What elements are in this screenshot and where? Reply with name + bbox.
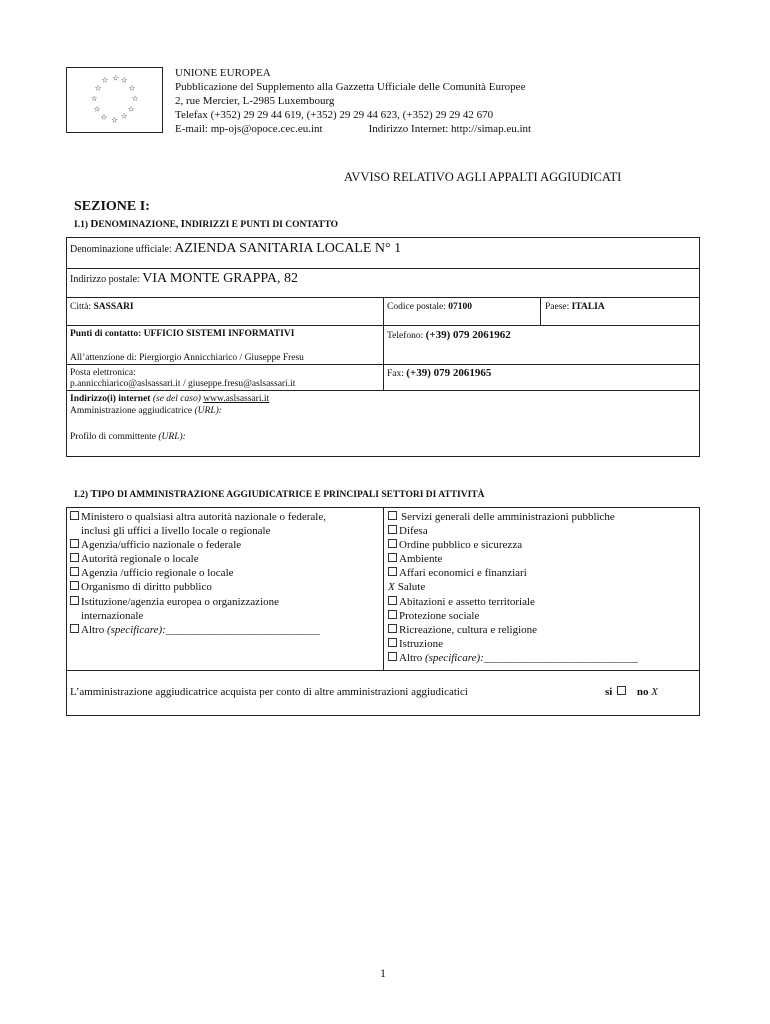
option-label: Difesa <box>399 525 428 538</box>
option-label: Autorità regionale o locale <box>81 553 199 566</box>
row-divider <box>66 670 700 671</box>
no-checked-mark[interactable]: X <box>651 686 658 698</box>
i1-cap-d: D <box>90 218 99 230</box>
telefono-cell <box>387 329 511 342</box>
option-agenzia-regionale[interactable] <box>70 566 326 580</box>
i1-word-1: ENOMINAZIONE <box>98 220 176 230</box>
cap-cell <box>387 301 472 313</box>
subsection-i1-title <box>74 218 338 230</box>
citta-value: SASSARI <box>93 302 134 312</box>
option-organismo[interactable] <box>70 580 326 594</box>
option-protezione-sociale[interactable] <box>388 609 638 623</box>
svg-text:☆: ☆ <box>128 83 136 93</box>
checkbox-icon[interactable] <box>388 624 397 633</box>
svg-text:☆: ☆ <box>120 111 128 121</box>
specificare-field[interactable]: ____________________________ <box>483 651 638 664</box>
checkbox-icon[interactable] <box>70 624 79 633</box>
svg-text:☆: ☆ <box>112 73 120 83</box>
option-salute[interactable] <box>388 580 638 594</box>
option-label: Organismo di diritto pubblico <box>81 581 212 594</box>
svg-text:☆: ☆ <box>100 112 108 122</box>
profilo-url-row <box>70 431 186 443</box>
paese-cell <box>545 301 605 313</box>
header-email: E-mail: mp-ojs@opoce.cec.eu.int <box>175 123 323 135</box>
acquista-per-conto-text: L’amministrazione aggiudicatrice acquista per conto di altre amministrazioni aggiudicatici <box>70 686 468 698</box>
checkbox-icon[interactable] <box>70 511 79 520</box>
option-label: Affari economici e finanziari <box>399 567 527 580</box>
option-label: Istruzione <box>399 637 443 650</box>
svg-text:☆: ☆ <box>120 75 128 85</box>
specificare-field[interactable]: ____________________________ <box>165 623 320 636</box>
specificare-label: (specificare): <box>424 651 484 664</box>
checkbox-icon[interactable] <box>70 553 79 562</box>
svg-text:☆: ☆ <box>93 104 101 114</box>
indirizzo-label: Indirizzo postale: <box>70 274 143 285</box>
i2-cap-t: T <box>90 488 98 500</box>
option-ordine-pubblico[interactable] <box>388 538 638 552</box>
option-agenzia-nazionale[interactable] <box>70 538 326 552</box>
telefono-label: Telefono: <box>387 331 426 341</box>
profilo-label: Profilo di committente <box>70 432 159 442</box>
fax-cell <box>387 367 491 380</box>
option-label: Protezione sociale <box>399 609 480 622</box>
cap-value: 07100 <box>448 302 472 312</box>
svg-text:☆: ☆ <box>111 115 119 125</box>
checked-mark[interactable]: X <box>388 581 395 594</box>
internet-row <box>70 393 269 405</box>
option-abitazioni[interactable] <box>388 595 638 609</box>
option-label: Abitazioni e assetto territoriale <box>399 595 535 608</box>
internet-label: Indirizzo(i) internet <box>70 394 151 404</box>
settori-attivita-list <box>388 510 638 665</box>
i1-number: I.1) <box>74 220 91 230</box>
checkbox-icon[interactable] <box>70 567 79 576</box>
i2-words: IPO DI AMMINISTRAZIONE AGGIUDICATRICE E PRINCIPALI SETTORI DI ATTIVITÀ <box>97 490 485 500</box>
option-label: Ordine pubblico e sicurezza <box>399 539 523 552</box>
row-divider <box>66 390 700 391</box>
eu-stars-icon <box>67 68 162 132</box>
i2-number: I.2) <box>74 490 91 500</box>
profilo-url: (URL): <box>158 432 186 442</box>
no-label: no <box>636 686 649 698</box>
internet-note: (se del caso) <box>150 394 204 404</box>
svg-text:☆: ☆ <box>127 104 135 114</box>
option-ricreazione[interactable] <box>388 623 638 637</box>
citta-cell <box>70 301 134 313</box>
internet-link[interactable]: www.aslsassari.it <box>203 394 270 404</box>
option-label: Agenzia/ufficio nazionale o federale <box>81 539 242 552</box>
option-ministero-cont <box>70 524 326 538</box>
acquista-choice <box>605 686 658 698</box>
denominazione-row <box>70 243 401 256</box>
checkbox-icon[interactable] <box>388 553 397 562</box>
option-label: Ministero o qualsiasi altra autorità nazionale o federale, <box>81 511 326 523</box>
denominazione-label: Denominazione ufficiale: <box>70 244 175 255</box>
i1-word-2: NDIRIZZI E PUNTI DI CONTATTO <box>184 220 339 230</box>
option-label: internazionale <box>81 609 144 622</box>
option-label: Altro <box>399 651 425 664</box>
telefono-value: (+39) 079 2061962 <box>425 329 511 341</box>
amministrazione-type-list <box>70 510 326 637</box>
row-divider <box>66 268 700 269</box>
attenzione: All’attenzione di: Piergiorgio Annicchiarico / Giuseppe Fresu <box>70 353 304 363</box>
checkbox-icon[interactable] <box>388 610 397 619</box>
checkbox-icon[interactable] <box>388 525 397 534</box>
section-title: SEZIONE I: <box>74 199 150 214</box>
amm-url: (URL): <box>194 406 222 416</box>
option-istruzione[interactable] <box>388 637 638 651</box>
subsection-i2-title <box>74 488 484 500</box>
publisher-header <box>175 66 531 136</box>
header-line-1: UNIONE EUROPEA <box>175 67 271 79</box>
posta-label: Posta elettronica: <box>70 368 136 378</box>
option-label: Ambiente <box>399 553 443 566</box>
eu-flag-logo <box>66 67 163 133</box>
fax-label: Fax: <box>387 369 407 379</box>
option-label: Ricreazione, cultura e religione <box>399 623 538 636</box>
fax-value: (+39) 079 2061965 <box>406 367 492 379</box>
indirizzo-value: VIA MONTE GRAPPA, 82 <box>142 271 299 286</box>
col-divider <box>383 507 384 670</box>
posta-value: p.annicchiarico@aslsassari.it / giuseppe.fresu@aslsassari.it <box>70 379 296 389</box>
si-checkbox[interactable] <box>617 686 626 695</box>
option-servizi-generali[interactable] <box>388 510 638 524</box>
paese-value: ITALIA <box>571 302 605 312</box>
option-label: Salute <box>397 581 426 594</box>
header-line-3: 2, rue Mercier, L-2985 Luxembourg <box>175 95 335 107</box>
checkbox-icon[interactable] <box>70 596 79 605</box>
option-label: Istituzione/agenzia europea o organizzazione <box>81 595 280 608</box>
si-label: si <box>605 686 613 698</box>
punti-contatto: Punti di contatto: UFFICIO SISTEMI INFORMATIVI <box>70 329 295 339</box>
header-internet: Indirizzo Internet: http://simap.eu.int <box>368 123 532 135</box>
checkbox-icon[interactable] <box>388 638 397 647</box>
checkbox-icon[interactable] <box>388 596 397 605</box>
option-altro-left[interactable] <box>70 623 326 637</box>
checkbox-icon[interactable] <box>388 652 397 661</box>
checkbox-icon[interactable] <box>388 539 397 548</box>
option-istituzione-cont <box>70 609 326 623</box>
svg-text:☆: ☆ <box>94 83 102 93</box>
checkbox-icon[interactable] <box>70 539 79 548</box>
amministrazione-url-row <box>70 405 222 417</box>
specificare-label: (specificare): <box>106 623 166 636</box>
svg-text:☆: ☆ <box>101 75 109 85</box>
option-difesa[interactable] <box>388 524 638 538</box>
citta-label: Città: <box>70 302 94 312</box>
header-line-4: Telefax (+352) 29 29 44 619, (+352) 29 29 44 623, (+352) 29 29 42 670 <box>175 109 494 121</box>
svg-text:☆: ☆ <box>131 93 139 103</box>
option-altro-right[interactable] <box>388 651 638 665</box>
i1-cap-i: I <box>180 218 185 230</box>
option-label: Agenzia /ufficio regionale o locale <box>81 567 234 580</box>
document-title: AVVISO RELATIVO AGLI APPALTI AGGIUDICATI <box>344 170 622 184</box>
option-label: Servizi generali delle amministrazioni pubbliche <box>401 511 615 523</box>
svg-text:☆: ☆ <box>90 93 98 103</box>
option-affari-economici[interactable] <box>388 566 638 580</box>
i1-comma: , <box>175 220 181 230</box>
denominazione-value: AZIENDA SANITARIA LOCALE N° 1 <box>174 241 402 256</box>
option-istituzione[interactable] <box>70 595 326 609</box>
option-label: inclusi gli uffici a livello locale o regionale <box>81 525 271 538</box>
page-number: 1 <box>380 966 386 980</box>
option-autorita-regionale[interactable] <box>70 552 326 566</box>
col-divider <box>383 297 384 390</box>
paese-label: Paese: <box>545 302 572 312</box>
checkbox-icon[interactable] <box>388 511 397 520</box>
cap-label: Codice postale: <box>387 302 449 312</box>
header-line-2: Pubblicazione del Supplemento alla Gazzetta Ufficiale delle Comunità Europee <box>175 81 526 93</box>
checkbox-icon[interactable] <box>388 567 397 576</box>
indirizzo-row <box>70 273 298 286</box>
checkbox-icon[interactable] <box>70 581 79 590</box>
option-ambiente[interactable] <box>388 552 638 566</box>
option-label: Altro <box>81 623 107 636</box>
amm-label: Amministrazione aggiudicatrice <box>70 406 195 416</box>
option-ministero[interactable] <box>70 510 326 524</box>
col-divider <box>540 297 541 325</box>
